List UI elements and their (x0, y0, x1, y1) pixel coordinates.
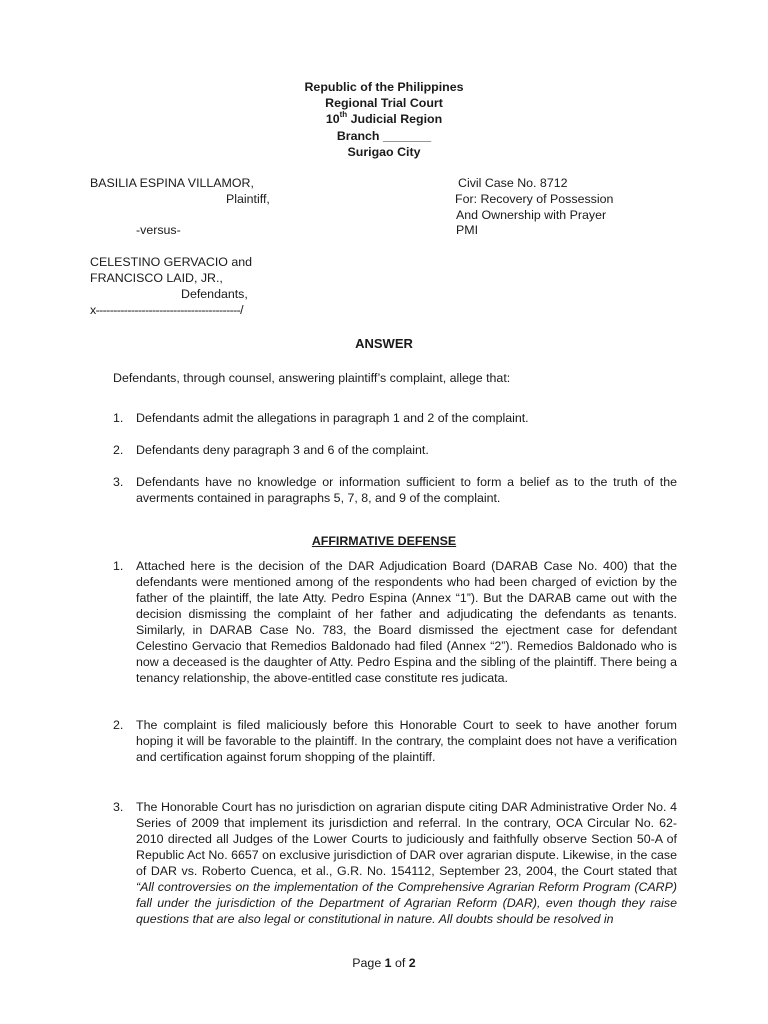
plaintiff-role: Plaintiff, (226, 192, 270, 206)
plaintiff-name: BASILIA ESPINA VILLAMOR, (90, 176, 254, 190)
defendant-name-1: CELESTINO GERVACIO and (90, 255, 253, 269)
defendant-name-2: FRANCISCO LAID, JR., (90, 271, 223, 285)
header-branch: Branch _______ (336, 128, 432, 143)
allegation-item: 2. Defendants deny paragraph 3 and 6 of the complaint. (113, 443, 429, 457)
page-footer: Page 1 of 2 (352, 956, 416, 970)
allegation-item: 3. Defendants have no knowledge or information sufficient to form a belief as to the truth of the averments contained in paragraphs 5, 7, 8, and 9 of the complaint. (113, 475, 677, 505)
defense-item: 2. The complaint is filed maliciously before this Honorable Court to seek to have another forum hoping it will be favorable to the plaintiff. In the contrary, the complaint does not have a verification and certification against forum shopping of the plaintiff. (113, 718, 677, 764)
header-city: Surigao City (347, 144, 421, 159)
court-header (0, 79, 768, 160)
header-republic: Republic of the Philippines (304, 80, 464, 94)
intro-paragraph: Defendants, through counsel, answering plaintiff’s complaint, allege that: (113, 371, 511, 385)
case-nature-1: For: Recovery of Possession (455, 192, 614, 206)
defenses-list-2 (113, 717, 677, 765)
quoted-ruling: “All controversies on the implementation of the Comprehensive Agrarian Reform Program (CARP) fall under the jurisdiction of the Department of Agrarian Reform (DAR), even though they raise questions that are also legal or constitutional in nature. All doubts should be resolved in (136, 880, 677, 926)
defense-item: 1. Attached here is the decision of the DAR Adjudication Board (DARAB Case No. 400) that the defendants were mentioned among of the respondents who had been charged of eviction by the father of the plaintiff, the late Atty. Pedro Espina (Annex “1”). But the DARAB came out with the decision dismissing the complaint of her father and adjudicating the defendants as tenants. Similarly, in DARAB Case No. 783, the Board dismissed the ejectment case for defendant Celestino Gervacio that Remedios Baldonado had filed (Annex “2”). Remedios Baldonado who is now a deceased is the daughter of Atty. Pedro Espina and the sibling of the plaintiff. There being a tenancy relationship, the above-entitled case constitute res judicata. (113, 559, 677, 685)
case-number: Civil Case No. 8712 (458, 176, 568, 190)
defendant-role: Defendants, (181, 287, 248, 301)
allegation-item: 1. Defendants admit the allegations in paragraph 1 and 2 of the complaint. (113, 411, 529, 425)
defense-item: 3. The Honorable Court has no jurisdiction on agrarian dispute citing DAR Administrative Order No. 4 Series of 2009 that implement its jurisdiction and referral. In the contrary, OCA Circular No. 62-2010 directed all Judges of the Lower Courts to judiciously and faithfully observe Section 50-A of Republic Act No. 6657 on exclusive jurisdiction of DAR over agrarian dispute. Likewise, in the case of DAR vs. Roberto Cuenca, et al., G.R. No. 154112, September 23, 2004, the Court stated that “All controversies on the implementation of the Comprehensive Agrarian Reform Program (CARP) fall under the jurisdiction of the Department of Agrarian Reform (DAR), even though they raise questions that are also legal or constitutional in nature. All doubts should be resolved in (113, 800, 677, 926)
defenses-list-3 (113, 799, 677, 927)
section-title-affirmative-defense: AFFIRMATIVE DEFENSE (311, 534, 457, 548)
allegations-list (113, 410, 677, 506)
header-court: Regional Trial Court (325, 96, 443, 111)
versus-label: -versus- (136, 223, 181, 237)
header-region: 10th Judicial Region (325, 110, 443, 127)
case-nature-3: PMI (456, 223, 479, 237)
defenses-list (113, 558, 677, 686)
document-title: ANSWER (355, 336, 413, 351)
caption-separator: x-----------------------------------------/ (90, 303, 244, 317)
case-nature-2: And Ownership with Prayer (456, 208, 607, 222)
